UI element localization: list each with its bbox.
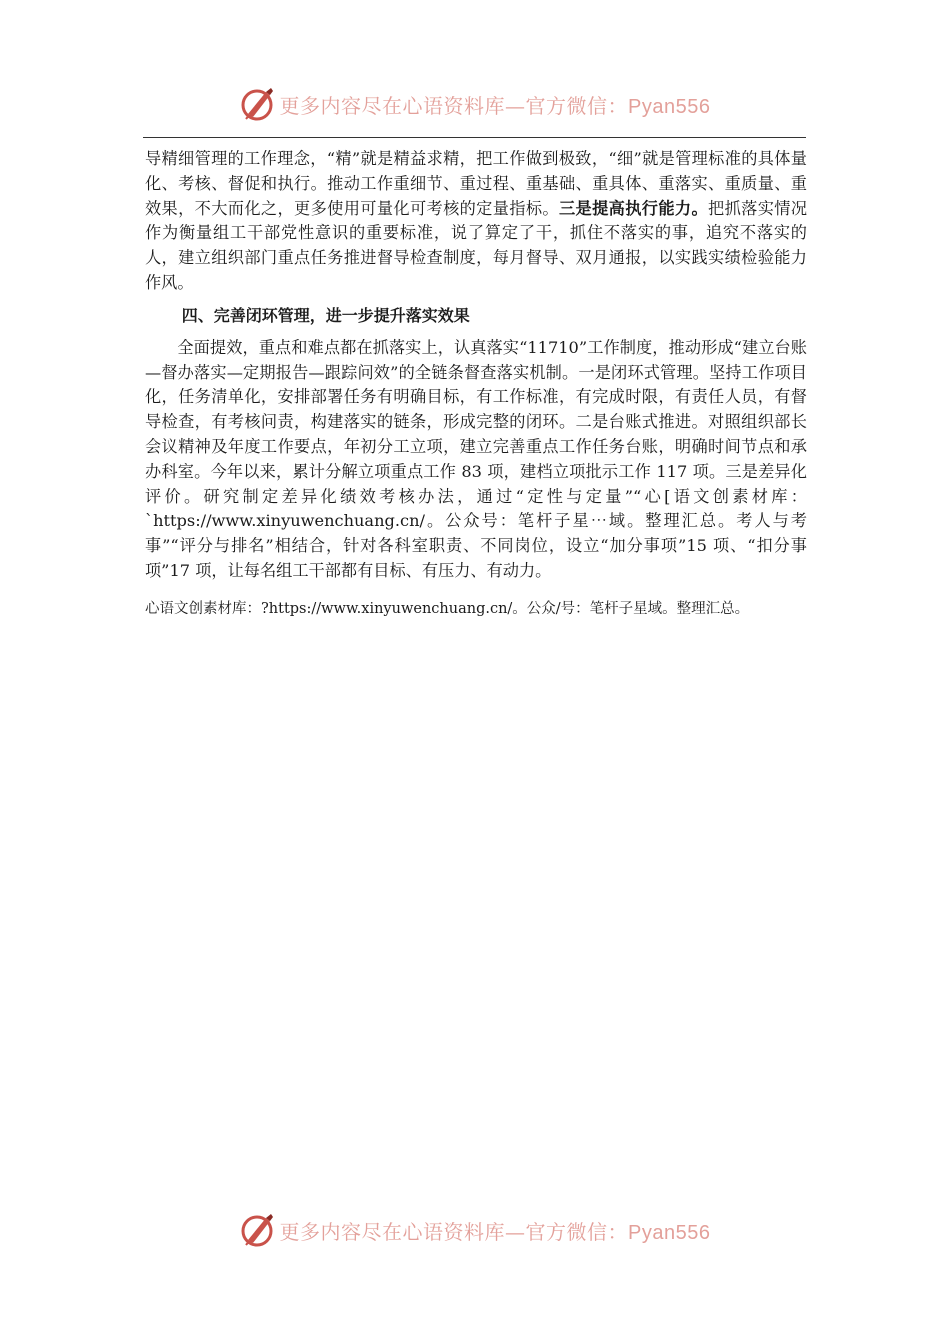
paragraph-2: 全面提效，重点和难点都在抓落实上，认真落实“11710”工作制度，推动形成“建立台账—督办落实—定期报告—跟踪问效”的全链条督查落实机制。一是闭环式管理。坚持工作项目化，任务清单化，安排部署任务有明确目标，有工作标准，有完成时限，有责任人员，有督导检查，有考核问责，构建落实的链条，形成完整的闭环。二是台账式推进。对照组织部长会议精神及年度工作要点，年初分工立项，建立完善重点工作任务台账，明确时间节点和承办科室。今年以来，累计分解立项重点工作 83 项，建档立项批示工作 117 项。三是差异化评价。研究制定差异化绩效考核办法，通过“定性与定量”“心[语文创素材库：`https://www.xinyuwenchuang.cn/。公众号：笔杆子星⋯域。整理汇总。考人与考事”“评分与排名”相结合，针对各科室职责、不同岗位，设立“加分事项”15 项、“扣分事项”17 项，让每名组工干部都有目标、有压力、有动力。 xyxy=(145,337,807,580)
header-banner xyxy=(0,84,950,124)
document-body xyxy=(145,147,807,634)
footer-banner xyxy=(0,1210,950,1250)
banner-text: 更多内容尽在心语资料库—官方微信：Pyan556 xyxy=(279,1219,711,1244)
paragraph-1: 导精细管理的工作理念，“精”就是精益求精，把工作做到极致，“细”就是管理标准的具体量化、考核、督促和执行。推动工作重细节、重过程、重基础、重具体、重落实、重质量、重效果，不大而化之，更多使用可量化可考核的定量指标。三是提高执行能力。把抓落实情况作为衡量组工干部党性意识的重要标准，说了算定了干，抓住不落实的事，追究不落实的人，建立组织部门重点任务推进督导检查制度，每月督导、双月通报，以实践实绩检验能力作风。 xyxy=(145,149,808,292)
fountain-pen-circle-icon xyxy=(240,1212,276,1248)
header-rule xyxy=(143,137,806,138)
source-footnote: 心语文创素材库：?https://www.xinyuwenchuang.cn/。公众/号：笔杆子星域。整理汇总。 xyxy=(145,600,750,617)
fountain-pen-circle-icon xyxy=(240,86,276,122)
section-heading: 四、完善闭环管理，进一步提升落实效果 xyxy=(181,305,470,325)
banner-text: 更多内容尽在心语资料库—官方微信：Pyan556 xyxy=(279,93,711,118)
bold-phrase: 三是提高执行能力。 xyxy=(558,198,709,218)
